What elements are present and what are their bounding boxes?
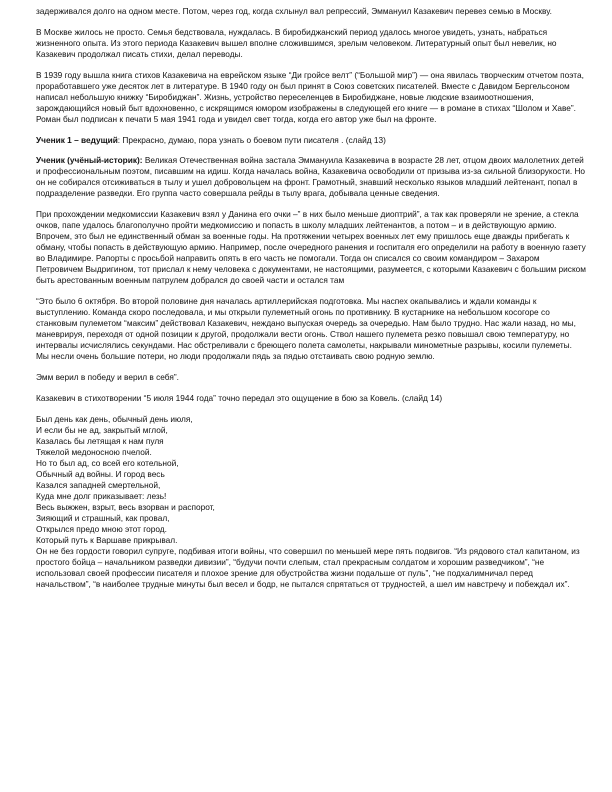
- speaker-label-host: Ученик 1 – ведущий: [36, 135, 118, 145]
- poem-line: И если бы не ад, закрытый мглой,: [36, 425, 168, 435]
- paragraph-student-historian: [36, 155, 586, 199]
- paragraph-moscow-life: В Москве жилось не просто. Семья бедствовала, нуждалась. В биробиджанский период удалось многое увидеть, узнать, набраться жизненного опыта. Из этого периода Казакевич вышел вполне сложившимся, зрелым человеком. Литературный опыт был невелик, но Казакевич продолжал писать стихи, делал переводы.: [36, 27, 557, 59]
- paragraph-quote-end: Эмм верил в победу и верил в себя”.: [36, 372, 179, 382]
- poem-line: Который путь к Варшаве прикрывал.: [36, 535, 178, 545]
- paragraph-quote-october: “Это было 6 октября. Во второй половине дня началась артиллерийская подготовка. Мы наспех окапывались и ждали команды к выступлению. Команда скоро последовала, и мы открыли пулеметный огонь по противнику. В кустарнике на небольшом косогоре со станковым пулеметом “максим” действовал Казакевич, неждано выпуская очередь за очередью. Нам было трудно. Нас жали назад, но мы, маневрируя, переходя от одной позиции к другой, продолжали вести огонь. Ствол нашего пулемета резко повышал свою температуру, но интервалы исчислялись секундами. Нас обстреливали с бреющего полета самолеты, накрывали минометные разрывы, косили пулеметы. Мы несли очень большие потери, но люди продолжали пядь за пядью отстаивать свою родную землю.: [36, 296, 576, 361]
- poem-line: Был день как день, обычный день июля,: [36, 414, 193, 424]
- poem-line: Обычный ад войны. И город весь: [36, 469, 165, 479]
- paragraph-medical-commission: При прохождении медкомиссии Казакевич взял у Данина его очки –” в них было меньше диоптрий”, а так как проверяли не зрение, а стекла очков, папе удалось благополучно пройти медкомиссию и попасть в школу младших лейтенантов, а потом – и в действующую армию. Впрочем, это был не единственный обман за военные годы. На протяжении четырех военных лет ему пришлось еще дважды прибегать к обману, чтобы попасть в действующую армию. Например, после очередного ранения и госпиталя его определили на работу в военную газету во Владимире. Рапорты с просьбой направить опять в его часть не помогали. Тогда он списался со своим командиром – Захаром Петровичем Выдригином, тот прислал к нему человека с документами, не настоящими, разумеется, с которыми Казакевич с большим риском быть арестованным военным патрулем добрался до своей части и остался там: [36, 209, 586, 285]
- poem-line: Куда мне долг приказывает: лезь!: [36, 491, 167, 501]
- poem-line: Но то был ад, со всей его котельной,: [36, 458, 179, 468]
- poem-line: Казался западней смертельной,: [36, 480, 161, 490]
- poem-line: Тяжелой медоносною пчелой.: [36, 447, 152, 457]
- paragraph-family-moscow: задерживался долго на одном месте. Потом, через год, когда схлынул вал репрессий, Эммануил Казакевич перевез семью в Москву.: [36, 6, 552, 16]
- speaker-label-historian: Ученик (учёный-историк):: [36, 155, 143, 165]
- poem: [36, 414, 586, 546]
- speaker-text-host: : Прекрасно, думаю, пора узнать о боевом пути писателя . (слайд 13): [117, 135, 386, 145]
- poem-line: Открылся предо мною этот город.: [36, 524, 167, 534]
- poem-line: Казалась бы летящая к нам пуля: [36, 436, 164, 446]
- speaker-text-historian: Великая Отечественная война застала Эммануила Казакевича в возрасте 28 лет, отцом двоих малолетних детей и профессиональным поэтом, писавшим на идиш. Когда началась война, Казакевича освободили от призыва из-за сильной близорукости. Но он не собирался отсиживаться в тылу и ушел добровольцем на фронт. Грамотный, знавший несколько языков младший лейтенант, попал в подразделение разведки. Его группа часто совершала рейды в тылу врага, добывала ценные сведения.: [36, 155, 586, 198]
- paragraph-poetry-book: В 1939 году вышла книга стихов Казакевича на еврейском языке “Ди гройсе велт” (“Большой мир”) — она явилась творческим отчетом поэта, проработавшего уже десяток лет в литературе. В 1940 году он был принят в Союз советских писателей. Вместе с Давидом Бергельсоном написал небольшую книжку “Биробиджан”. Жизнь, устройство переселенцев в Биробиджане, новые людские взаимоотношения, зарождающийся новый быт вдохновенно, с искрящимся юмором изображены в следующей его книге — в романе в стихах “Шолом и Хаве”. Роман был подписан к печати 5 мая 1941 года и увидел свет тогда, когда его автор уже был на фронте.: [36, 70, 584, 124]
- poem-line: Зияющий и страшный, как провал,: [36, 513, 170, 523]
- paragraph-five-feats: Он не без гордости говорил супруге, подбивая итоги войны, что совершил по меньшей мере пять подвигов. “Из рядового стал капитаном, из простого бойца – начальником разведки дивизии”, “будучи почти слепым, стал прекрасным солдатом и хорошим разведчиком”, “не использовал своей профессии писателя и плохое зрение для обустройства жизни подальше от пуль”, “не подхалимничал перед начальством”, “в наиболее трудные минуты был весел и бодр, не пытался спрятаться от трудностей, а шел им навстречу и побеждал их”.: [36, 546, 580, 589]
- paragraph-student-host: [36, 135, 586, 146]
- poem-line: Весь выжжен, взрыт, весь взорван и распорот,: [36, 502, 215, 512]
- paragraph-poem-intro: Казакевич в стихотворении “5 июля 1944 года” точно передал это ощущение в бою за Ковель. (слайд 14): [36, 393, 443, 403]
